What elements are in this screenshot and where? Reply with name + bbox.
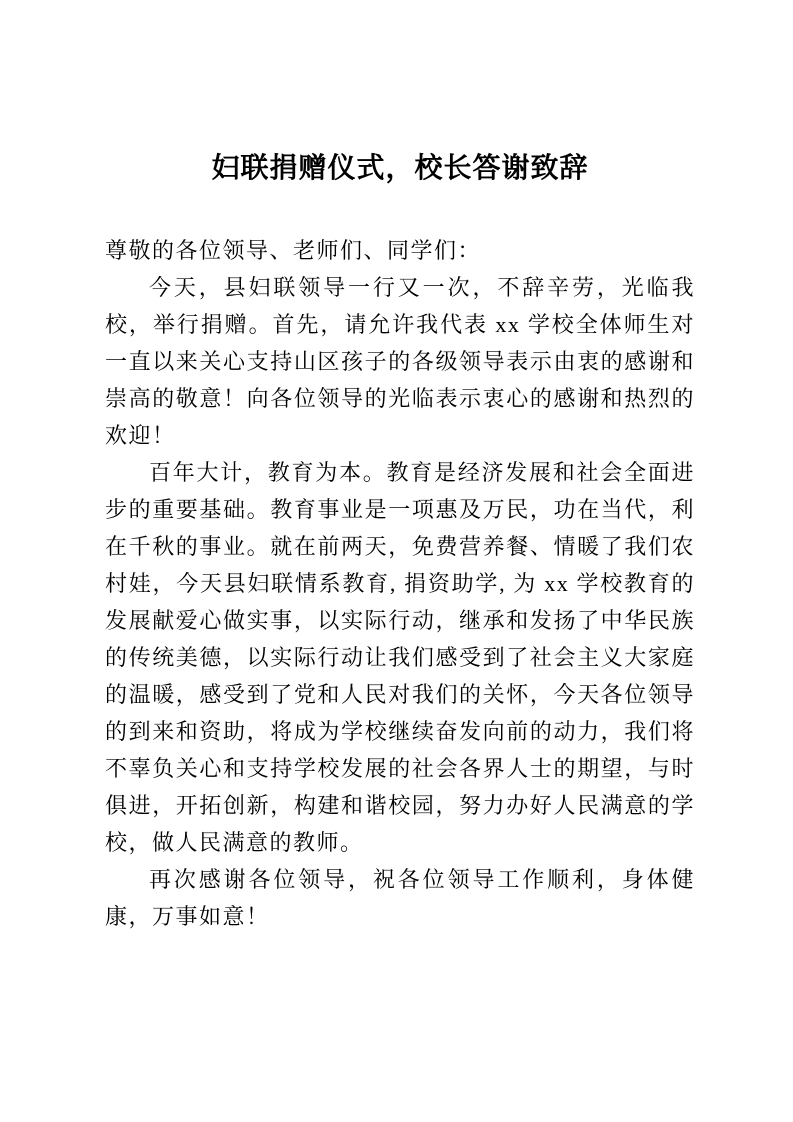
document-content	[105, 150, 695, 935]
paragraph-3: 再次感谢各位领导，祝各位领导工作顺利，身体健康，万事如意！	[105, 867, 695, 929]
salutation-line: 尊敬的各位领导、老师们、同学们：	[105, 238, 482, 263]
paragraph-2: 百年大计，教育为本。教育是经济发展和社会全面进步的重要基础。教育事业是一项惠及万民，功在当代，利在千秋的事业。就在前两天，免费营养餐、情暖了我们农村娃，今天县妇联情系教育, 捐资助学, 为 xx 学校教育的发展献爱心做实事，以实际行动，继承和发扬了中华民族的传统美德，以实际行动让我们感受到了社会主义大家庭的温暖，感受到了党和人民对我们的关怀，今天各位领导的到来和资助，将成为学校继续奋发向前的动力，我们将不辜负关心和支持学校发展的社会各界人士的期望，与时俱进，开拓创新，构建和谐校园，努力办好人民满意的学校，做人民满意的教师。	[105, 460, 695, 855]
document-body	[105, 232, 695, 935]
paragraph-1: 今天，县妇联领导一行又一次，不辞辛劳，光临我校，举行捐赠。首先，请允许我代表 xx 学校全体师生对一直以来关心支持山区孩子的各级领导表示由衷的感谢和崇高的敬意！向各位领导的光临表示衷心的感谢和热烈的欢迎！	[105, 275, 695, 448]
document-title: 妇联捐赠仪式，校长答谢致辞	[211, 153, 589, 184]
